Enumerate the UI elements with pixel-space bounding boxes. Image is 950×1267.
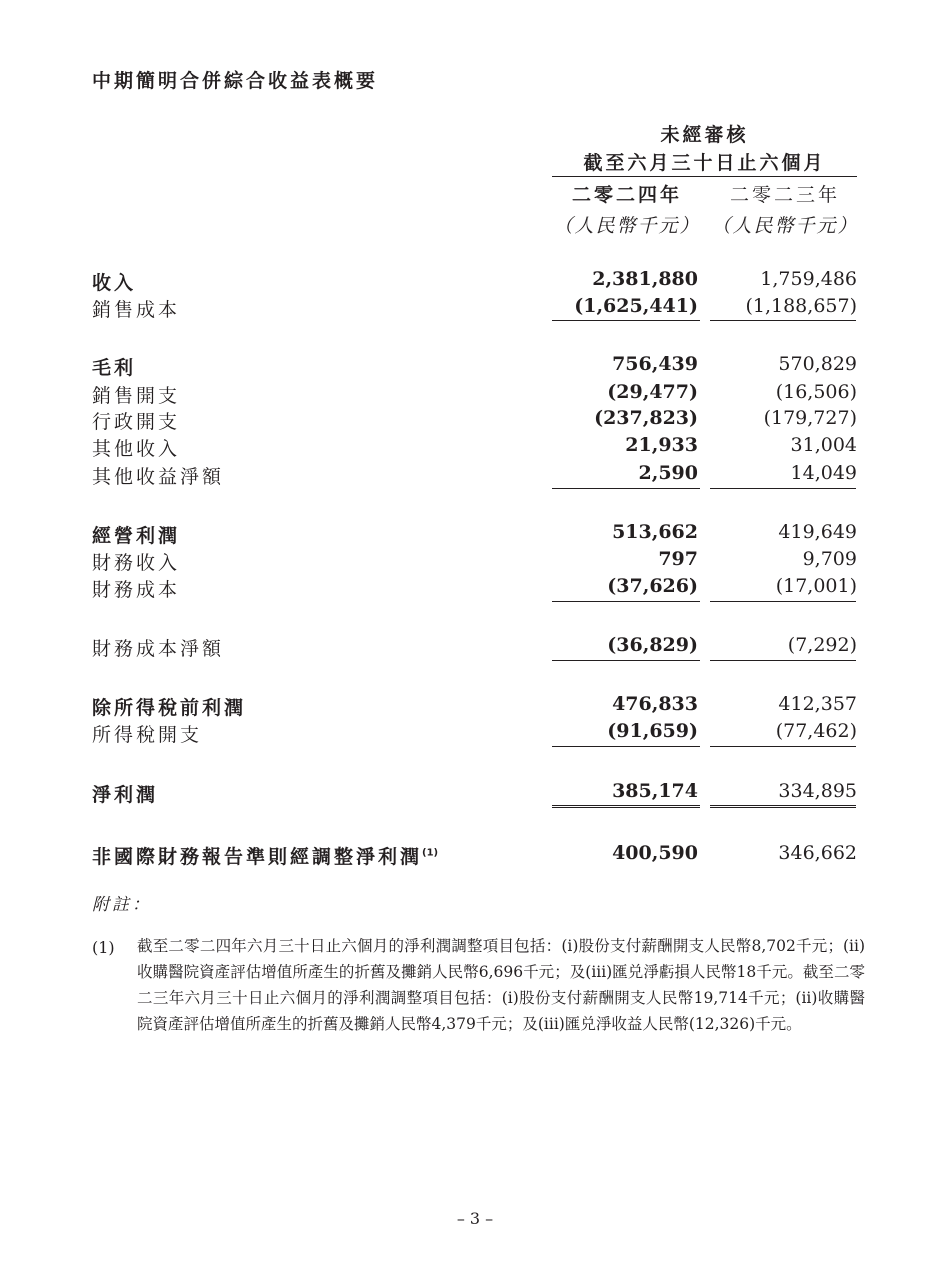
value-2024: (29,477)	[607, 381, 698, 403]
value-2024: 21,933	[625, 434, 698, 456]
note-text: 截至二零二四年六月三十日止六個月的淨利潤調整項目包括：(i)股份支付薪酬開支人民幣8,702千元；(ii)收購醫院資產評估增值所產生的折舊及攤銷人民幣6,696千元；及(iii)匯兑淨虧損人民幣18千元。截至二零二三年六月三十日止六個月的淨利潤調整項目包括：(i)股份支付薪酬開支人民幣19,714千元；(ii)收購醫院資產評估增值所產生的折舊及攤銷人民幣4,379千元；及(iii)匯兑淨收益人民幣(12,326)千元。	[137, 937, 865, 1033]
value-2024: 2,590	[638, 462, 698, 484]
row-finance-income	[0, 548, 950, 576]
value-2024: 476,833	[612, 693, 698, 715]
row-label: 財務收入	[92, 552, 181, 574]
value-2023: 419,649	[778, 521, 857, 543]
value-2024: 513,662	[612, 521, 698, 543]
total-double-rule-2024	[552, 805, 700, 808]
row-gross-profit	[0, 353, 950, 381]
value-2024: (1,625,441)	[574, 295, 698, 317]
period-header: 截至六月三十日止六個月	[583, 152, 826, 174]
value-2024: 797	[658, 548, 698, 570]
note-number: (1)	[92, 938, 115, 957]
row-label: 銷售成本	[92, 299, 181, 321]
row-label: 銷售開支	[92, 385, 181, 407]
subtotal-rule-2024	[552, 660, 700, 661]
value-2024: 2,381,880	[592, 268, 698, 290]
row-other-gains-net	[0, 462, 950, 490]
row-label: 其他收入	[92, 438, 181, 460]
row-label: 財務成本	[92, 579, 181, 601]
value-2023: 14,049	[790, 462, 857, 484]
unit-2023-header: （人民幣千元）	[711, 215, 859, 237]
row-label: 淨利潤	[92, 784, 159, 806]
value-2023: (7,292)	[787, 634, 857, 656]
value-2023: 9,709	[802, 548, 857, 570]
unit-2024-header: （人民幣千元）	[553, 215, 701, 237]
subtotal-rule-2023	[710, 601, 856, 602]
row-label: 所得稅開支	[92, 724, 203, 746]
subtotal-rule-2024	[552, 746, 700, 747]
value-2024: 400,590	[612, 842, 698, 864]
row-cost-of-sales	[0, 295, 950, 323]
year-2023-header: 二零二三年	[729, 184, 840, 206]
value-2023: 412,357	[778, 693, 857, 715]
subtotal-rule-2024	[552, 601, 700, 602]
row-label	[92, 842, 438, 869]
subtotal-rule-2024	[552, 488, 700, 489]
row-label: 毛利	[92, 357, 137, 379]
value-2023: 334,895	[778, 780, 857, 802]
row-revenue	[0, 268, 950, 296]
subtotal-rule-2023	[710, 488, 856, 489]
period-underline	[552, 176, 857, 177]
row-other-income	[0, 434, 950, 462]
row-label: 經營利潤	[92, 525, 181, 547]
row-profit-before-tax	[0, 693, 950, 721]
row-adjusted-net-profit	[0, 842, 950, 870]
value-2023: 31,004	[790, 434, 857, 456]
subtotal-rule-2023	[710, 660, 856, 661]
value-2024: (237,823)	[594, 407, 698, 429]
row-label: 收入	[92, 272, 137, 294]
value-2023: (77,462)	[775, 720, 857, 742]
value-2023: (16,506)	[775, 381, 857, 403]
row-selling-expenses	[0, 381, 950, 409]
row-finance-costs	[0, 575, 950, 603]
total-double-rule-2023	[710, 805, 856, 808]
row-label: 行政開支	[92, 411, 181, 433]
footnote-marker: (1)	[422, 847, 439, 859]
value-2023: 346,662	[778, 842, 857, 864]
value-2024: (37,626)	[607, 575, 698, 597]
subtotal-rule-2023	[710, 746, 856, 747]
value-2023: (1,188,657)	[745, 295, 857, 317]
value-2024: (91,659)	[607, 720, 698, 742]
value-2023: (179,727)	[763, 407, 857, 429]
row-income-tax-expense	[0, 720, 950, 748]
notes-heading: 附註：	[92, 895, 152, 915]
row-label-text: 非國際財務報告準則經調整淨利潤	[92, 846, 423, 868]
subtotal-rule-2023	[710, 320, 856, 321]
value-2024: (36,829)	[607, 634, 698, 656]
year-2024-header: 二零二四年	[571, 184, 682, 206]
value-2023: 1,759,486	[760, 268, 857, 290]
row-label: 除所得稅前利潤	[92, 697, 247, 719]
value-2023: (17,001)	[775, 575, 857, 597]
value-2024: 385,174	[612, 780, 698, 802]
value-2023: 570,829	[778, 353, 857, 375]
row-label: 財務成本淨額	[92, 638, 225, 660]
page-number: – 3 –	[456, 1209, 494, 1228]
row-administrative-expenses	[0, 407, 950, 435]
row-label: 其他收益淨額	[92, 466, 225, 488]
row-net-profit	[0, 780, 950, 808]
subtotal-rule-2024	[552, 320, 700, 321]
audit-status-header: 未經審核	[660, 124, 749, 146]
row-finance-costs-net	[0, 634, 950, 662]
row-operating-profit	[0, 521, 950, 549]
value-2024: 756,439	[612, 353, 698, 375]
statement-title: 中期簡明合併綜合收益表概要	[92, 70, 379, 92]
